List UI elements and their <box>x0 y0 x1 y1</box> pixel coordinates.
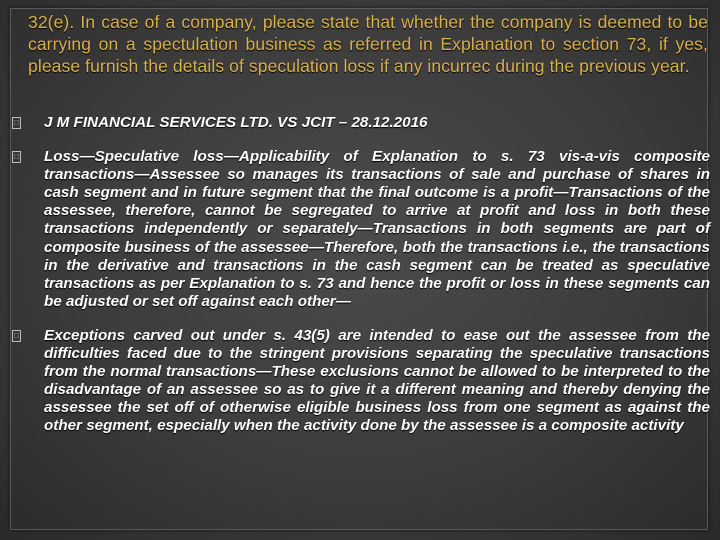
bullet-text: J M FINANCIAL SERVICES LTD. VS JCIT – 28.12.2016 <box>44 114 428 131</box>
bullet-item-exceptions <box>12 327 710 436</box>
slide-title: 32(e). In case of a company, please state that whether the company is deemed to be carrying on a spectulation business as referred in Explanation to section 73, if yes, please furnish the details of speculation loss if any incurrec during the previous year. <box>28 12 708 76</box>
bullet-item-speculative-loss <box>12 148 710 311</box>
bullet-marker-icon: □ <box>12 330 21 342</box>
bullet-list <box>12 114 710 452</box>
bullet-text: Exceptions carved out under s. 43(5) are intended to ease out the assessee from the difficulties faced due to the stringent provisions separating the speculative transactions from the normal transactions—These exclusions cannot be allowed to be interpreted to the disadvantage of an assessee so as to give it a different meaning and thereby denying the assessee the set off of otherwise eligible business loss from one segment as against the other segment, especially when the activity done by the assessee is a composite activity <box>44 326 710 435</box>
bullet-marker-icon: □ <box>12 117 21 129</box>
bullet-item-case-citation <box>12 114 710 132</box>
bullet-text: Loss—Speculative loss—Applicability of Explanation to s. 73 vis-a-vis composite transactions—Assessee so manages its transactions of sale and purchase of shares in cash segment and in future segment that the final outcome is a profit—Transactions of the assessee, therefore, cannot be segregated to arrive at profit and loss in both these transactions independently or separately—Transactions in both segments are part of composite business of the assessee—Therefore, both the transactions i.e., the transactions in the derivative and transactions in the cash segment can be treated as speculative transactions as per Explanation to s. 73 and hence the profit or loss in these segments can be adjusted or set off against each other— <box>44 148 710 310</box>
bullet-marker-icon: □ <box>12 151 21 163</box>
